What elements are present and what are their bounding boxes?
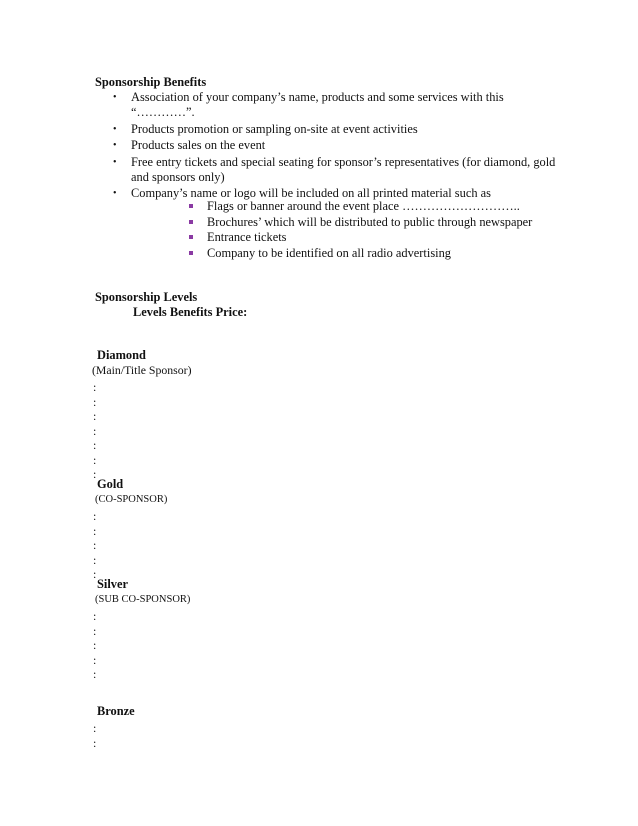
colon-placeholder: : bbox=[93, 638, 97, 652]
colon-placeholder: : bbox=[93, 538, 97, 552]
benefit-text: Company’s name or logo will be included on all printed material such as bbox=[131, 186, 491, 200]
tier-name: Silver bbox=[97, 577, 128, 591]
subitem-text: Brochures’ which will be distributed to public through newspaper bbox=[207, 214, 533, 229]
tier-subtitle: (CO-SPONSOR) bbox=[95, 494, 168, 505]
tier-subtitle: (SUB CO-SPONSOR) bbox=[95, 594, 191, 605]
colon-placeholder: : bbox=[93, 609, 97, 623]
bullet-icon: • bbox=[113, 123, 117, 135]
square-bullet-icon bbox=[189, 251, 193, 255]
bullet-icon: • bbox=[113, 140, 117, 151]
bullet-icon: • bbox=[113, 156, 117, 168]
list-item bbox=[95, 138, 565, 153]
list-item bbox=[95, 122, 565, 137]
colon-placeholder: : bbox=[93, 552, 97, 567]
tier-diamond bbox=[93, 348, 192, 482]
list-item bbox=[185, 246, 565, 261]
benefit-text: Association of your company’s name, products and some services with this “…………”. bbox=[131, 90, 504, 119]
tier-silver bbox=[93, 577, 190, 682]
colon-placeholder: : bbox=[93, 452, 97, 467]
colon-placeholder: : bbox=[93, 567, 97, 581]
square-bullet-icon bbox=[189, 235, 193, 239]
colon-placeholder: : bbox=[93, 438, 97, 452]
list-item bbox=[185, 199, 565, 214]
bullet-icon: • bbox=[113, 188, 117, 199]
colon-placeholder: : bbox=[93, 523, 97, 538]
colon-placeholder: : bbox=[93, 409, 97, 423]
colon-placeholder: : bbox=[93, 652, 97, 667]
benefit-text: Free entry tickets and special seating for sponsor’s representatives (for diamond, gold and sponsors only) bbox=[131, 154, 556, 184]
list-item bbox=[185, 215, 565, 230]
colon-placeholder: : bbox=[93, 509, 97, 523]
printed-material-sublist bbox=[185, 199, 565, 261]
tier-name: Bronze bbox=[97, 704, 135, 718]
colon-placeholder: : bbox=[93, 467, 97, 481]
subitem-text: Company to be identified on all radio advertising bbox=[207, 245, 451, 260]
benefits-heading: Sponsorship Benefits bbox=[95, 75, 207, 89]
benefit-text: Products promotion or sampling on-site at event activities bbox=[131, 121, 418, 136]
tier-name: Diamond bbox=[97, 348, 146, 362]
list-item bbox=[95, 90, 565, 120]
benefit-text: Products sales on the event bbox=[131, 138, 266, 152]
list-item bbox=[95, 155, 565, 185]
colon-placeholder: : bbox=[93, 721, 97, 735]
square-bullet-icon bbox=[189, 204, 193, 208]
levels-subheading: Levels Benefits Price: bbox=[133, 305, 248, 319]
subitem-text: Flags or banner around the event place ……………………….. bbox=[207, 199, 520, 213]
colon-placeholder: : bbox=[93, 623, 97, 638]
benefits-list bbox=[95, 90, 565, 203]
colon-placeholder: : bbox=[93, 667, 97, 681]
list-item bbox=[185, 230, 565, 245]
colon-placeholder: : bbox=[93, 423, 97, 438]
colon-placeholder: : bbox=[93, 380, 97, 394]
tier-subtitle: (Main/Title Sponsor) bbox=[92, 363, 192, 377]
tier-bronze bbox=[93, 704, 135, 750]
tier-name: Gold bbox=[97, 477, 124, 491]
levels-heading: Sponsorship Levels bbox=[95, 290, 198, 304]
colon-placeholder: : bbox=[93, 735, 97, 750]
square-bullet-icon bbox=[189, 220, 193, 224]
bullet-icon: • bbox=[113, 92, 117, 103]
tier-gold bbox=[93, 477, 167, 582]
subitem-text: Entrance tickets bbox=[207, 230, 287, 244]
colon-placeholder: : bbox=[93, 394, 97, 409]
